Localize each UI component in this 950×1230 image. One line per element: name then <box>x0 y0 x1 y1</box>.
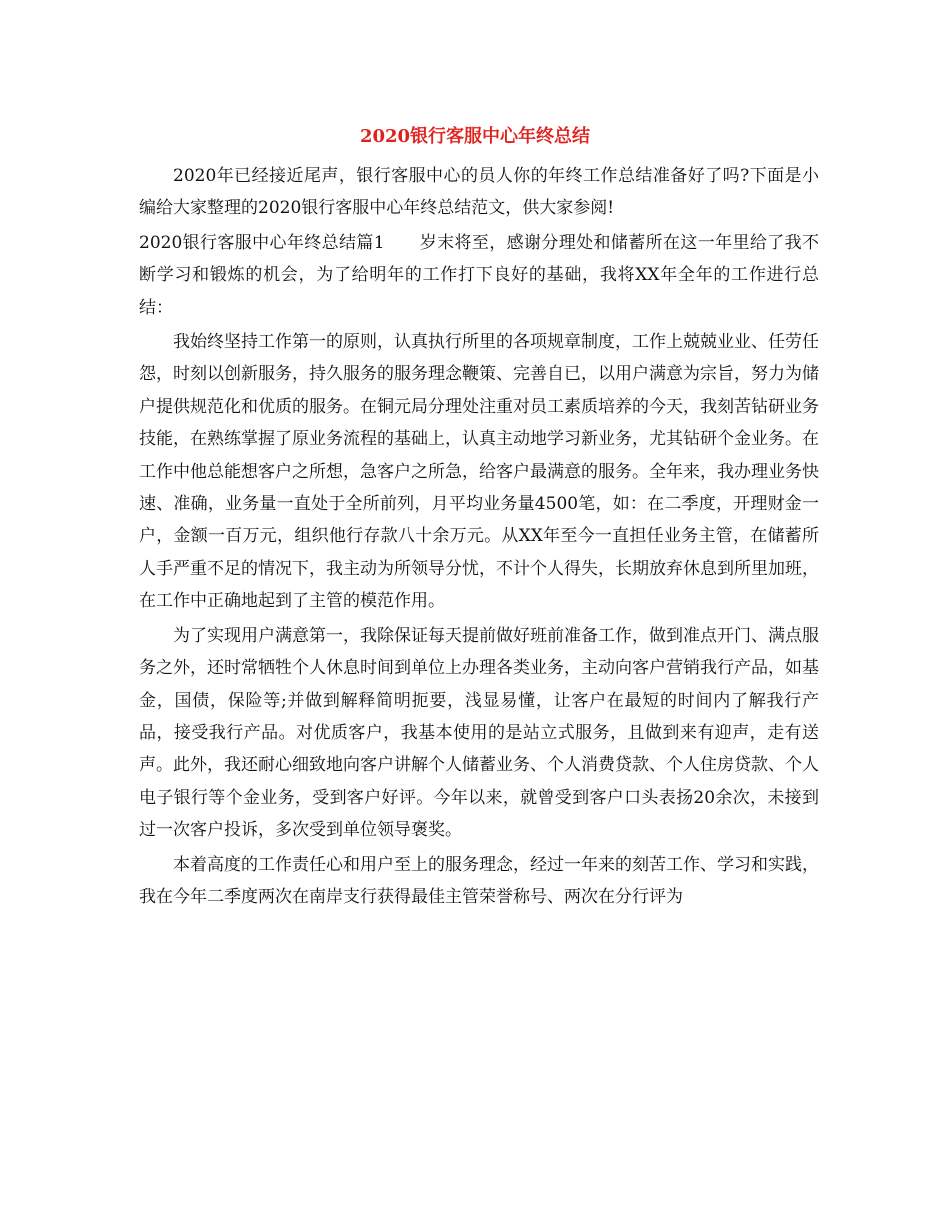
paragraph-customer-satisfaction: 为了实现用户满意第一，我除保证每天提前做好班前准备工作，做到准点开门、满点服务之外，还时常牺牲个人休息时间到单位上办理各类业务，主动向客户营销我行产品，如基金，国债，保险等;并做到解释简明扼要，浅显易懂，让客户在最短的时间内了解我行产品，接受我行产品。对优质客户，我基本使用的是站立式服务，且做到来有迎声，走有送声。此外，我还耐心细致地向客户讲解个人储蓄业务、个人消费贷款、个人住房贷款、个人电子银行等个金业务，受到客户好评。今年以来，就曾受到客户口头表扬20余次，未接到过一次客户投诉，多次受到单位领导褒奖。 <box>139 625 819 841</box>
paragraph-section-heading: 2020银行客服中心年终总结篇1 岁末将至，感谢分理处和储蓄所在这一年里给了我不断学习和锻炼的机会，为了给明年的工作打下良好的基础，我将XX年全年的工作进行总结： <box>139 232 819 318</box>
paragraph-intro: 2020年已经接近尾声，银行客服中心的员人你的年终工作总结准备好了吗?下面是小编给大家整理的2020银行客服中心年终总结范文，供大家参阅! <box>139 166 819 219</box>
document-body <box>139 160 819 915</box>
document-title: 2020银行客服中心年终总结 <box>359 126 591 147</box>
paragraph-work-principle: 我始终坚持工作第一的原则，认真执行所里的各项规章制度，工作上兢兢业业、任劳任怨，时刻以创新服务，持久服务的服务理念鞭策、完善自已，以用户满意为宗旨，努力为储户提供规范化和优质的服务。在铜元局分理处注重对员工素质培养的今天，我刻苦钻研业务技能，在熟练掌握了原业务流程的基础上，认真主动地学习新业务，尤其钻研个金业务。在工作中他总能想客户之所想，急客户之所急，给客户最满意的服务。全年来，我办理业务快速、准确，业务量一直处于全所前列，月平均业务量4500笔，如：在二季度，开理财金一户，金额一百万元，组织他行存款八十余万元。从XX年至今一直担任业务主管，在储蓄所人手严重不足的情况下，我主动为所领导分忧，不计个人得失，长期放弃休息到所里加班，在工作中正确地起到了主管的模范作用。 <box>139 332 819 612</box>
paragraph-achievements: 本着高度的工作责任心和用户至上的服务理念，经过一年来的刻苦工作、学习和实践，我在今年二季度两次在南岸支行获得最佳主管荣誉称号、两次在分行评为 <box>139 854 819 907</box>
